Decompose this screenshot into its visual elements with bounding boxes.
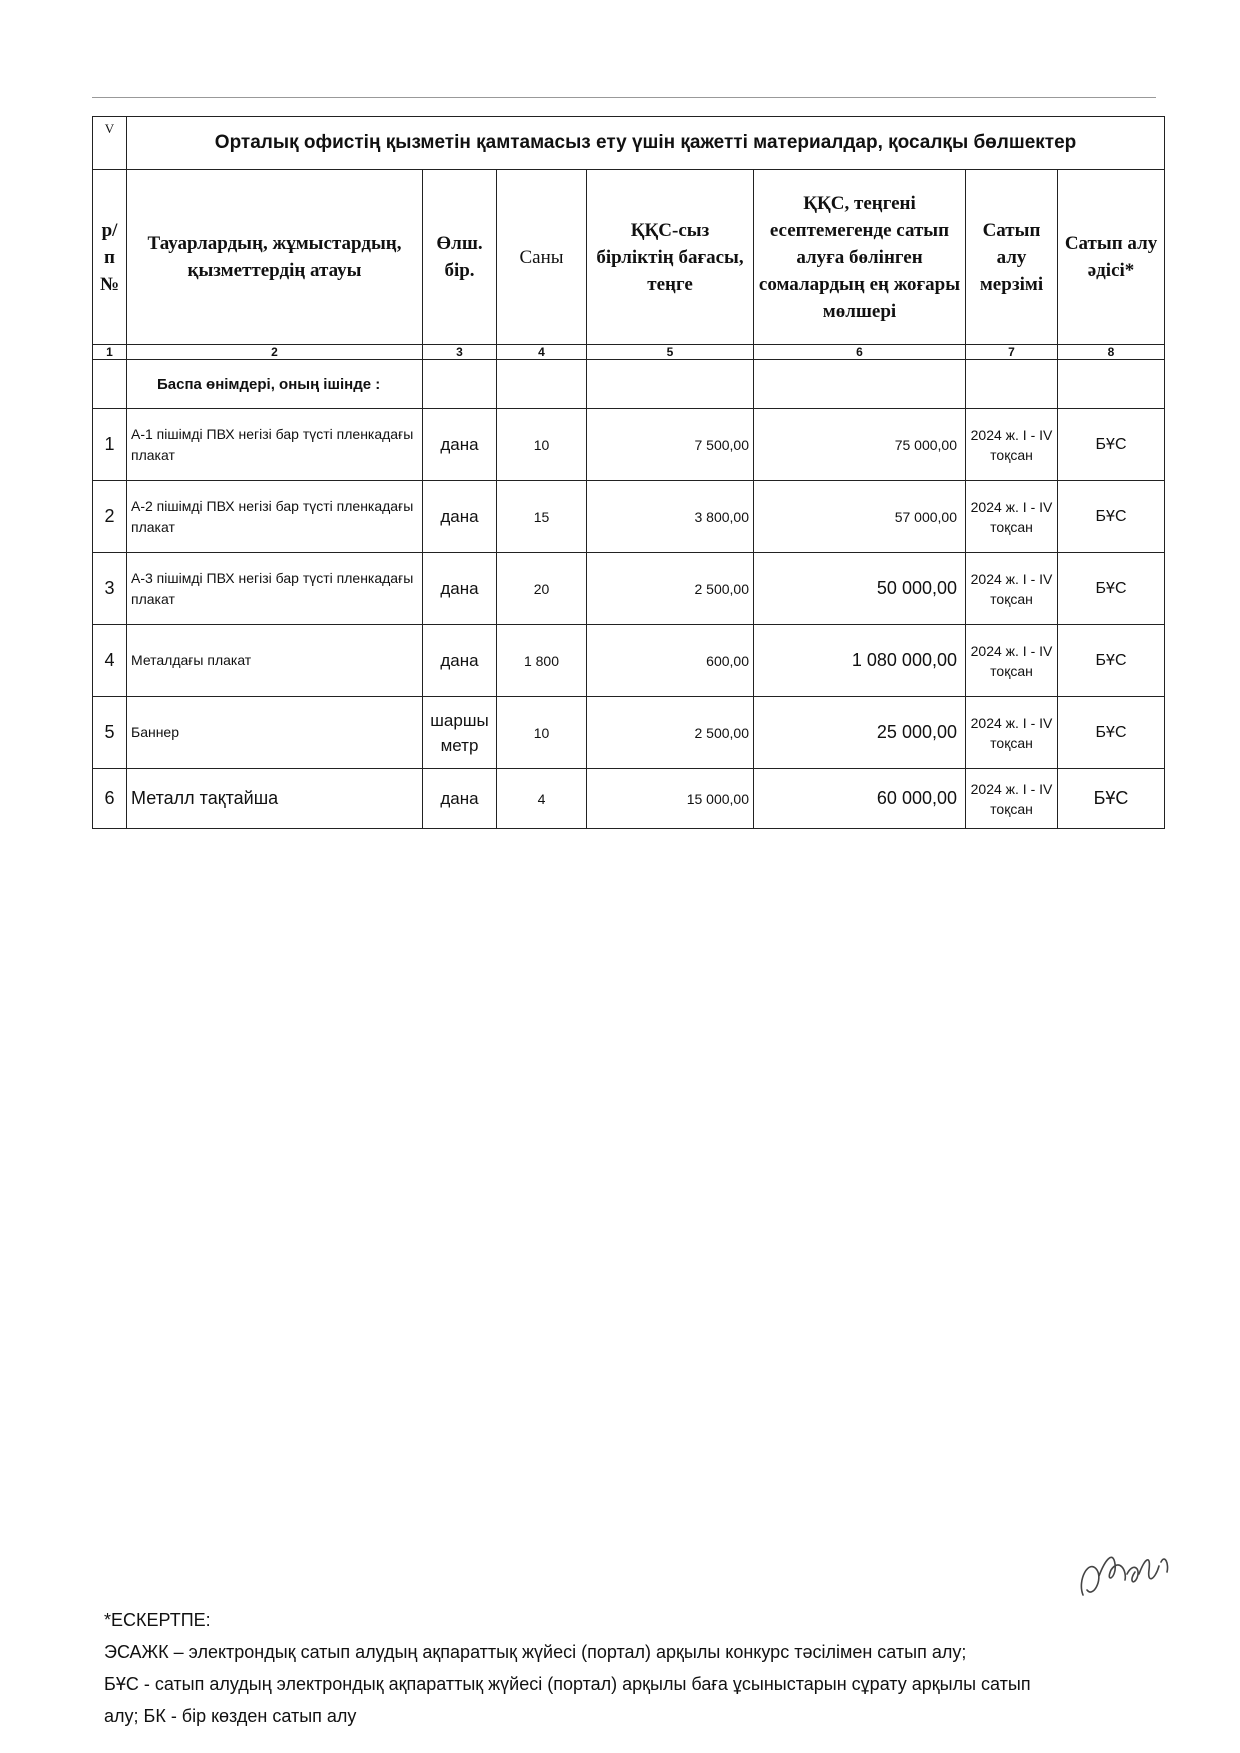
item-max-amount: 75 000,00 bbox=[754, 409, 966, 481]
table-row bbox=[93, 769, 1165, 829]
row-number: 1 bbox=[93, 409, 127, 481]
item-method: БҰС bbox=[1058, 697, 1165, 769]
item-period: 2024 ж. I - IV тоқсан bbox=[966, 409, 1058, 481]
item-method: БҰС bbox=[1058, 769, 1165, 829]
item-method: БҰС bbox=[1058, 481, 1165, 553]
row-number: 4 bbox=[93, 625, 127, 697]
empty-cell bbox=[966, 360, 1058, 409]
empty-cell bbox=[93, 360, 127, 409]
item-quantity: 4 bbox=[497, 769, 587, 829]
footnote-line: алу; БК - бір көзден сатып алу bbox=[104, 1706, 357, 1726]
item-quantity: 10 bbox=[497, 409, 587, 481]
item-max-amount: 57 000,00 bbox=[754, 481, 966, 553]
header-quantity: Саны bbox=[497, 170, 587, 345]
header-procurement-period: Сатып алу мерзімі bbox=[966, 170, 1058, 345]
item-period: 2024 ж. I - IV тоқсан bbox=[966, 697, 1058, 769]
empty-cell bbox=[754, 360, 966, 409]
row-number: 6 bbox=[93, 769, 127, 829]
item-quantity: 1 800 bbox=[497, 625, 587, 697]
item-quantity: 10 bbox=[497, 697, 587, 769]
item-unit: дана bbox=[423, 553, 497, 625]
column-number: 4 bbox=[497, 345, 587, 360]
item-name: Металл тақтайша bbox=[127, 769, 423, 829]
header-procurement-method: Сатып алу әдісі* bbox=[1058, 170, 1165, 345]
item-max-amount: 25 000,00 bbox=[754, 697, 966, 769]
page-top-rule bbox=[92, 97, 1156, 98]
column-number: 3 bbox=[423, 345, 497, 360]
column-number-row bbox=[93, 345, 1165, 360]
item-unit-price: 15 000,00 bbox=[587, 769, 754, 829]
row-number: 2 bbox=[93, 481, 127, 553]
group-row bbox=[93, 360, 1165, 409]
column-number: 1 bbox=[93, 345, 127, 360]
column-number: 7 bbox=[966, 345, 1058, 360]
item-unit-price: 2 500,00 bbox=[587, 553, 754, 625]
footnote bbox=[104, 1604, 1144, 1732]
column-number: 2 bbox=[127, 345, 423, 360]
row-number: 5 bbox=[93, 697, 127, 769]
item-max-amount: 1 080 000,00 bbox=[754, 625, 966, 697]
empty-cell bbox=[587, 360, 754, 409]
item-quantity: 20 bbox=[497, 553, 587, 625]
item-max-amount: 60 000,00 bbox=[754, 769, 966, 829]
item-unit-price: 7 500,00 bbox=[587, 409, 754, 481]
item-period: 2024 ж. I - IV тоқсан bbox=[966, 553, 1058, 625]
footnote-title: *ЕСКЕРТПЕ: bbox=[104, 1610, 211, 1630]
item-period: 2024 ж. I - IV тоқсан bbox=[966, 625, 1058, 697]
item-unit: дана bbox=[423, 409, 497, 481]
table-row bbox=[93, 553, 1165, 625]
empty-cell bbox=[1058, 360, 1165, 409]
item-name: Баннер bbox=[127, 697, 423, 769]
item-unit-price: 600,00 bbox=[587, 625, 754, 697]
section-number: V bbox=[93, 117, 127, 170]
item-name: А-3 пішімді ПВХ негізі бар түсті пленкадағы плакат bbox=[127, 553, 423, 625]
table-row bbox=[93, 409, 1165, 481]
item-unit-price: 3 800,00 bbox=[587, 481, 754, 553]
item-name: Металдағы плакат bbox=[127, 625, 423, 697]
table-row bbox=[93, 481, 1165, 553]
section-header-row bbox=[93, 117, 1165, 170]
item-quantity: 15 bbox=[497, 481, 587, 553]
item-unit: дана bbox=[423, 625, 497, 697]
header-unit-price: ҚҚС-сыз бірліктің бағасы, теңге bbox=[587, 170, 754, 345]
item-name: А-2 пішімді ПВХ негізі бар түсті пленкадағы плакат bbox=[127, 481, 423, 553]
item-method: БҰС bbox=[1058, 409, 1165, 481]
table-row bbox=[93, 697, 1165, 769]
header-row-number: р/п № bbox=[93, 170, 127, 345]
row-number: 3 bbox=[93, 553, 127, 625]
header-max-amount: ҚҚС, теңгені есептемегенде сатып алуға бөлінген сомалардың ең жоғары мөлшері bbox=[754, 170, 966, 345]
column-number: 5 bbox=[587, 345, 754, 360]
item-period: 2024 ж. I - IV тоқсан bbox=[966, 481, 1058, 553]
empty-cell bbox=[497, 360, 587, 409]
item-name: А-1 пішімді ПВХ негізі бар түсті пленкадағы плакат bbox=[127, 409, 423, 481]
empty-cell bbox=[423, 360, 497, 409]
footnote-line: ЭСАЖК – электрондық сатып алудың ақпараттық жүйесі (портал) арқылы конкурс тәсілімен сатып алу; bbox=[104, 1642, 967, 1662]
item-unit: дана bbox=[423, 481, 497, 553]
item-method: БҰС bbox=[1058, 553, 1165, 625]
table-row bbox=[93, 625, 1165, 697]
procurement-table bbox=[92, 116, 1165, 829]
item-method: БҰС bbox=[1058, 625, 1165, 697]
section-title: Орталық офистің қызметін қамтамасыз ету үшін қажетті материалдар, қосалқы бөлшектер bbox=[127, 117, 1165, 170]
item-unit: дана bbox=[423, 769, 497, 829]
procurement-table-sheet bbox=[92, 116, 1164, 829]
item-max-amount: 50 000,00 bbox=[754, 553, 966, 625]
item-period: 2024 ж. I - IV тоқсан bbox=[966, 769, 1058, 829]
item-unit-price: 2 500,00 bbox=[587, 697, 754, 769]
signature-drawing bbox=[1075, 1540, 1185, 1610]
header-item-name: Тауарлардың, жұмыстардың, қызметтердің атауы bbox=[127, 170, 423, 345]
group-title: Баспа өнімдері, оның ішінде : bbox=[127, 360, 423, 409]
footnote-line: БҰС - сатып алудың электрондық ақпараттық жүйесі (портал) арқылы баға ұсыныстарын сұрату арқылы сатып bbox=[104, 1674, 1031, 1694]
column-number: 8 bbox=[1058, 345, 1165, 360]
column-header-row bbox=[93, 170, 1165, 345]
header-unit: Өлш. бір. bbox=[423, 170, 497, 345]
item-unit: шаршы метр bbox=[423, 697, 497, 769]
column-number: 6 bbox=[754, 345, 966, 360]
